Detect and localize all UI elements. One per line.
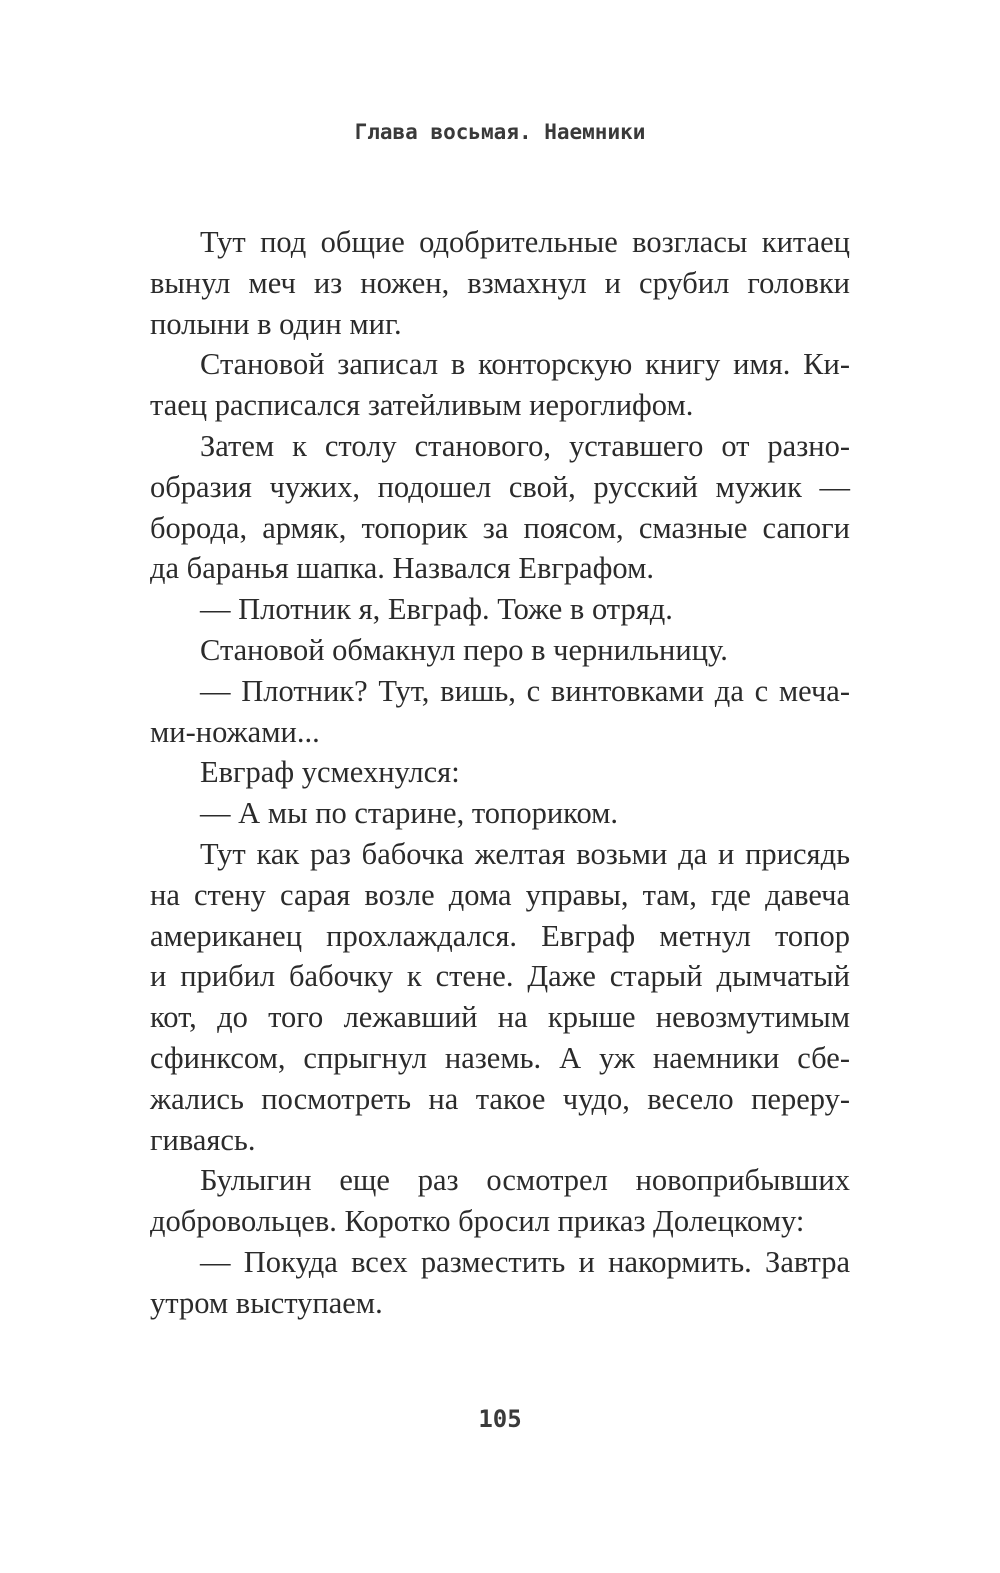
text-line: американец прохлаждался. Евграф метнул топор bbox=[150, 918, 850, 953]
text-line: сфинксом, спрыгнул наземь. А уж наемники сбе- bbox=[150, 1040, 850, 1075]
text-line: гиваясь. bbox=[150, 1122, 256, 1157]
paragraph bbox=[150, 834, 850, 1160]
text-line: утром выступаем. bbox=[150, 1285, 383, 1320]
text-line: полыни в один миг. bbox=[150, 306, 402, 341]
text-line: — Плотник? Тут, вишь, с винтовками да с меча- bbox=[200, 673, 850, 708]
text-line: да баранья шапка. Назвался Евграфом. bbox=[150, 551, 655, 586]
text-line: добровольцев. Коротко бросил приказ Долецкому: bbox=[150, 1204, 805, 1239]
text-line: Булыгин еще раз осмотрел новоприбывших bbox=[200, 1163, 850, 1198]
text-line: Становой записал в конторскую книгу имя. Ки- bbox=[200, 347, 850, 382]
text-line: Тут как раз бабочка желтая возьми да и присядь bbox=[200, 836, 850, 871]
text-line: Затем к столу станового, уставшего от разно- bbox=[200, 428, 850, 463]
paragraph bbox=[150, 1242, 850, 1324]
text-line: жались посмотреть на такое чудо, весело переру- bbox=[150, 1081, 850, 1116]
text-line: кот, до того лежавший на крыше невозмутимым bbox=[150, 1000, 850, 1035]
text-line: таец расписался затейливым иероглифом. bbox=[150, 388, 694, 423]
text-line: вынул меч из ножен, взмахнул и срубил головки bbox=[150, 265, 850, 300]
paragraph bbox=[150, 589, 850, 630]
body-text bbox=[150, 222, 850, 1324]
page-number: 105 bbox=[478, 1405, 522, 1433]
text-line: — Покуда всех разместить и накормить. Завтра bbox=[200, 1244, 850, 1279]
text-line: образия чужих, подошел свой, русский мужик — bbox=[150, 469, 850, 504]
paragraph bbox=[150, 630, 850, 671]
paragraph bbox=[150, 793, 850, 834]
text-line: — А мы по старине, топориком. bbox=[200, 796, 619, 831]
paragraph bbox=[150, 671, 850, 753]
text-line: на стену сарая возле дома управы, там, где давеча bbox=[150, 877, 850, 912]
text-line: Евграф усмехнулся: bbox=[200, 755, 460, 790]
text-line: борода, армяк, топорик за поясом, смазные сапоги bbox=[150, 510, 850, 545]
paragraph bbox=[150, 344, 850, 426]
running-head: Глава восьмая. Наемники bbox=[354, 120, 646, 144]
text-line: ми-ножами... bbox=[150, 714, 320, 749]
text-line: и прибил бабочку к стене. Даже старый дымчатый bbox=[150, 959, 850, 994]
paragraph bbox=[150, 426, 850, 589]
paragraph bbox=[150, 1160, 850, 1242]
text-line: — Плотник я, Евграф. Тоже в отряд. bbox=[200, 592, 673, 627]
paragraph bbox=[150, 222, 850, 344]
paragraph bbox=[150, 752, 850, 793]
text-line: Становой обмакнул перо в чернильницу. bbox=[200, 632, 728, 667]
text-line: Тут под общие одобрительные возгласы китаец bbox=[200, 225, 850, 259]
